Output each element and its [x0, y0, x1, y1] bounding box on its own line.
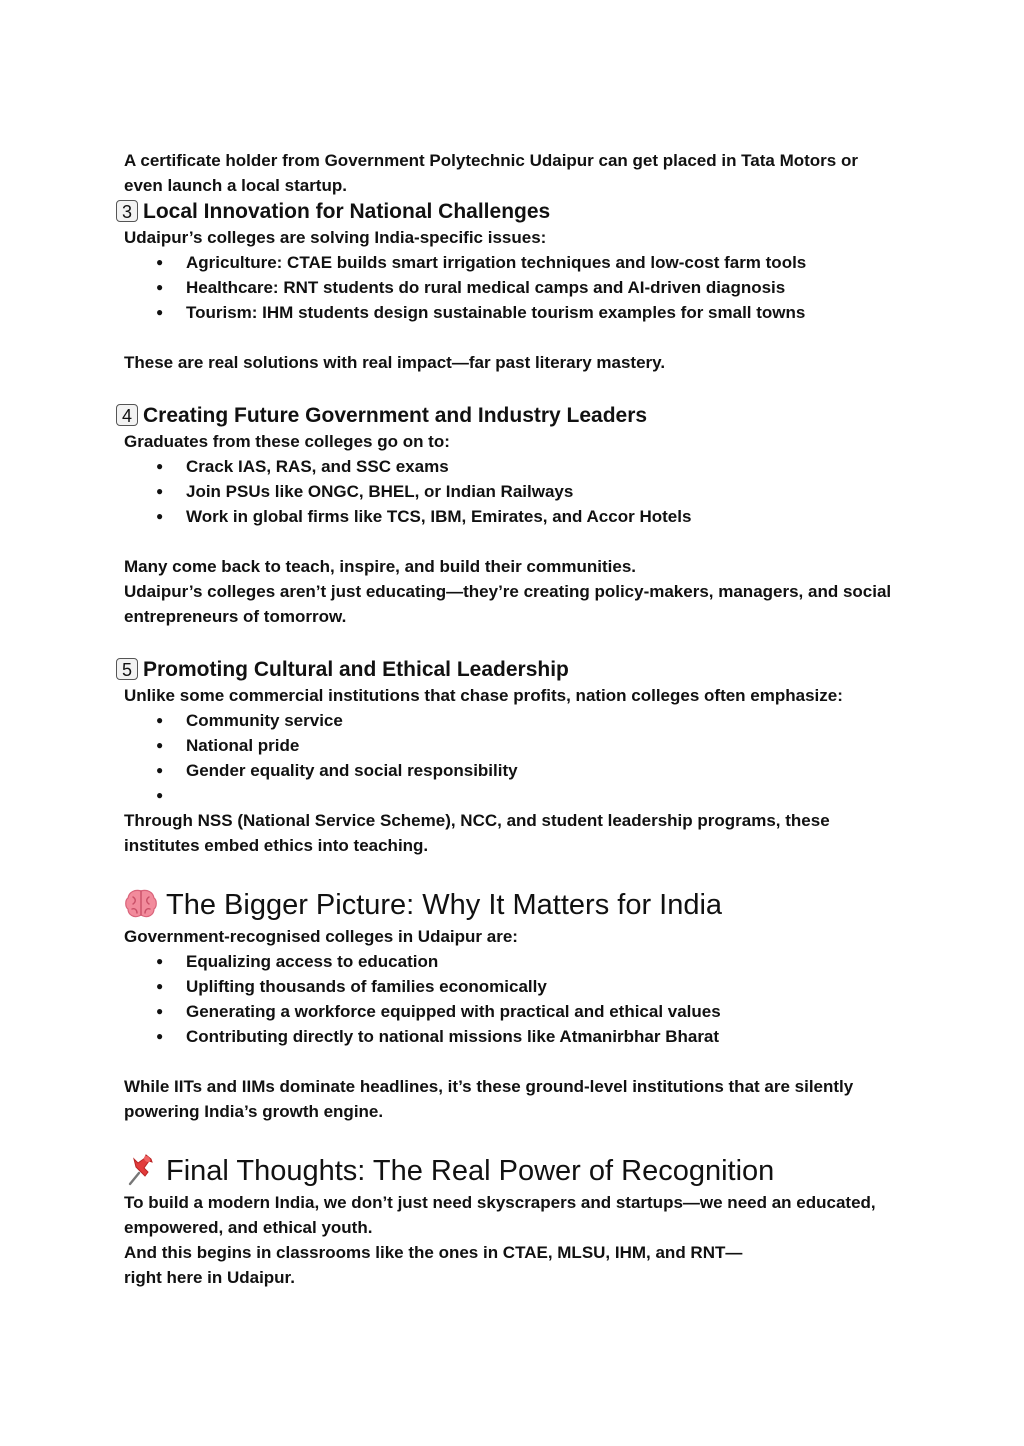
final-thoughts-title: Final Thoughts: The Real Power of Recognition — [166, 1155, 775, 1187]
bullet-icon: ● — [156, 1029, 164, 1043]
final-thoughts-para-1: To build a modern India, we don’t just need skyscrapers and startups—we need an educated, empowered, and ethical youth. — [124, 1193, 876, 1237]
final-thoughts-heading — [124, 1152, 894, 1190]
list-item: ● Healthcare: RNT students do rural medical camps and AI-driven diagnosis — [186, 275, 894, 300]
list-item: ● Gender equality and social responsibility — [186, 758, 894, 783]
list-item: ● Work in global firms like TCS, IBM, Emirates, and Accor Hotels — [186, 504, 894, 529]
list-item: ● Generating a workforce equipped with practical and ethical values — [186, 999, 894, 1024]
pushpin-icon — [124, 1154, 158, 1186]
section-4-title: Creating Future Government and Industry Leaders — [143, 404, 648, 427]
bullet-icon: ● — [156, 1004, 164, 1018]
keycap-3-icon: 3 — [116, 200, 138, 222]
section-4-heading — [121, 402, 894, 429]
brain-icon — [124, 888, 158, 920]
list-item: ● Community service — [186, 708, 894, 733]
section-5-closing: Through NSS (National Service Scheme), NCC, and student leadership programs, these institutes embed ethics into teaching. — [124, 811, 830, 855]
section-4-closing-2: Udaipur’s colleges aren’t just educating—they’re creating policy-makers, managers, and social entrepreneurs of tomorrow. — [124, 582, 892, 626]
bullet-icon: ● — [156, 459, 164, 473]
section-4-lead: Graduates from these colleges go on to: — [124, 432, 450, 451]
keycap-4-icon: 4 — [116, 404, 138, 426]
bullet-icon: ● — [156, 509, 164, 523]
section-5-heading — [121, 656, 894, 683]
section-3-list — [124, 250, 894, 325]
bullet-icon: ● — [156, 763, 164, 777]
bigger-picture-heading — [124, 886, 894, 924]
bullet-icon: ● — [156, 788, 164, 802]
list-item: ● Crack IAS, RAS, and SSC exams — [186, 454, 894, 479]
section-3-lead: Udaipur’s colleges are solving India-specific issues: — [124, 228, 547, 247]
section-3-heading — [121, 198, 894, 225]
bullet-icon: ● — [156, 484, 164, 498]
section-4-list — [124, 454, 894, 529]
list-item: ● Tourism: IHM students design sustainable tourism examples for small towns — [186, 300, 894, 325]
section-4-closing-1: Many come back to teach, inspire, and build their communities. — [124, 557, 637, 576]
list-item: ● Uplifting thousands of families economically — [186, 974, 894, 999]
list-item: ● National pride — [186, 733, 894, 758]
bullet-icon: ● — [156, 255, 164, 269]
bullet-icon: ● — [156, 738, 164, 752]
list-item — [156, 783, 894, 808]
section-5-list — [124, 708, 894, 808]
bullet-icon: ● — [156, 305, 164, 319]
list-item: ● Join PSUs like ONGC, BHEL, or Indian Railways — [186, 479, 894, 504]
section-5-title: Promoting Cultural and Ethical Leadership — [143, 658, 569, 681]
document-page — [121, 148, 894, 1290]
section-3-title: Local Innovation for National Challenges — [143, 200, 551, 223]
list-item: ● Agriculture: CTAE builds smart irrigation techniques and low-cost farm tools — [186, 250, 894, 275]
bigger-picture-title: The Bigger Picture: Why It Matters for India — [166, 889, 723, 921]
intro-paragraph: A certificate holder from Government Polytechnic Udaipur can get placed in Tata Motors or even launch a local startup. — [124, 151, 858, 195]
bullet-icon: ● — [156, 954, 164, 968]
bullet-icon: ● — [156, 713, 164, 727]
section-5-lead: Unlike some commercial institutions that chase profits, nation colleges often emphasize: — [124, 686, 843, 705]
keycap-5-icon: 5 — [116, 658, 138, 680]
bigger-picture-closing: While IITs and IIMs dominate headlines, it’s these ground-level institutions that are silently powering India’s growth engine. — [124, 1077, 854, 1121]
bullet-icon: ● — [156, 979, 164, 993]
list-item: ● Contributing directly to national missions like Atmanirbhar Bharat — [186, 1024, 894, 1049]
final-thoughts-para-2: And this begins in classrooms like the ones in CTAE, MLSU, IHM, and RNT—right here in Udaipur. — [124, 1243, 743, 1287]
list-item: ● Equalizing access to education — [186, 949, 894, 974]
bigger-picture-list — [124, 949, 894, 1049]
section-3-closing: These are real solutions with real impact—far past literary mastery. — [124, 353, 666, 372]
bullet-icon: ● — [156, 280, 164, 294]
bigger-picture-lead: Government-recognised colleges in Udaipur are: — [124, 927, 518, 946]
